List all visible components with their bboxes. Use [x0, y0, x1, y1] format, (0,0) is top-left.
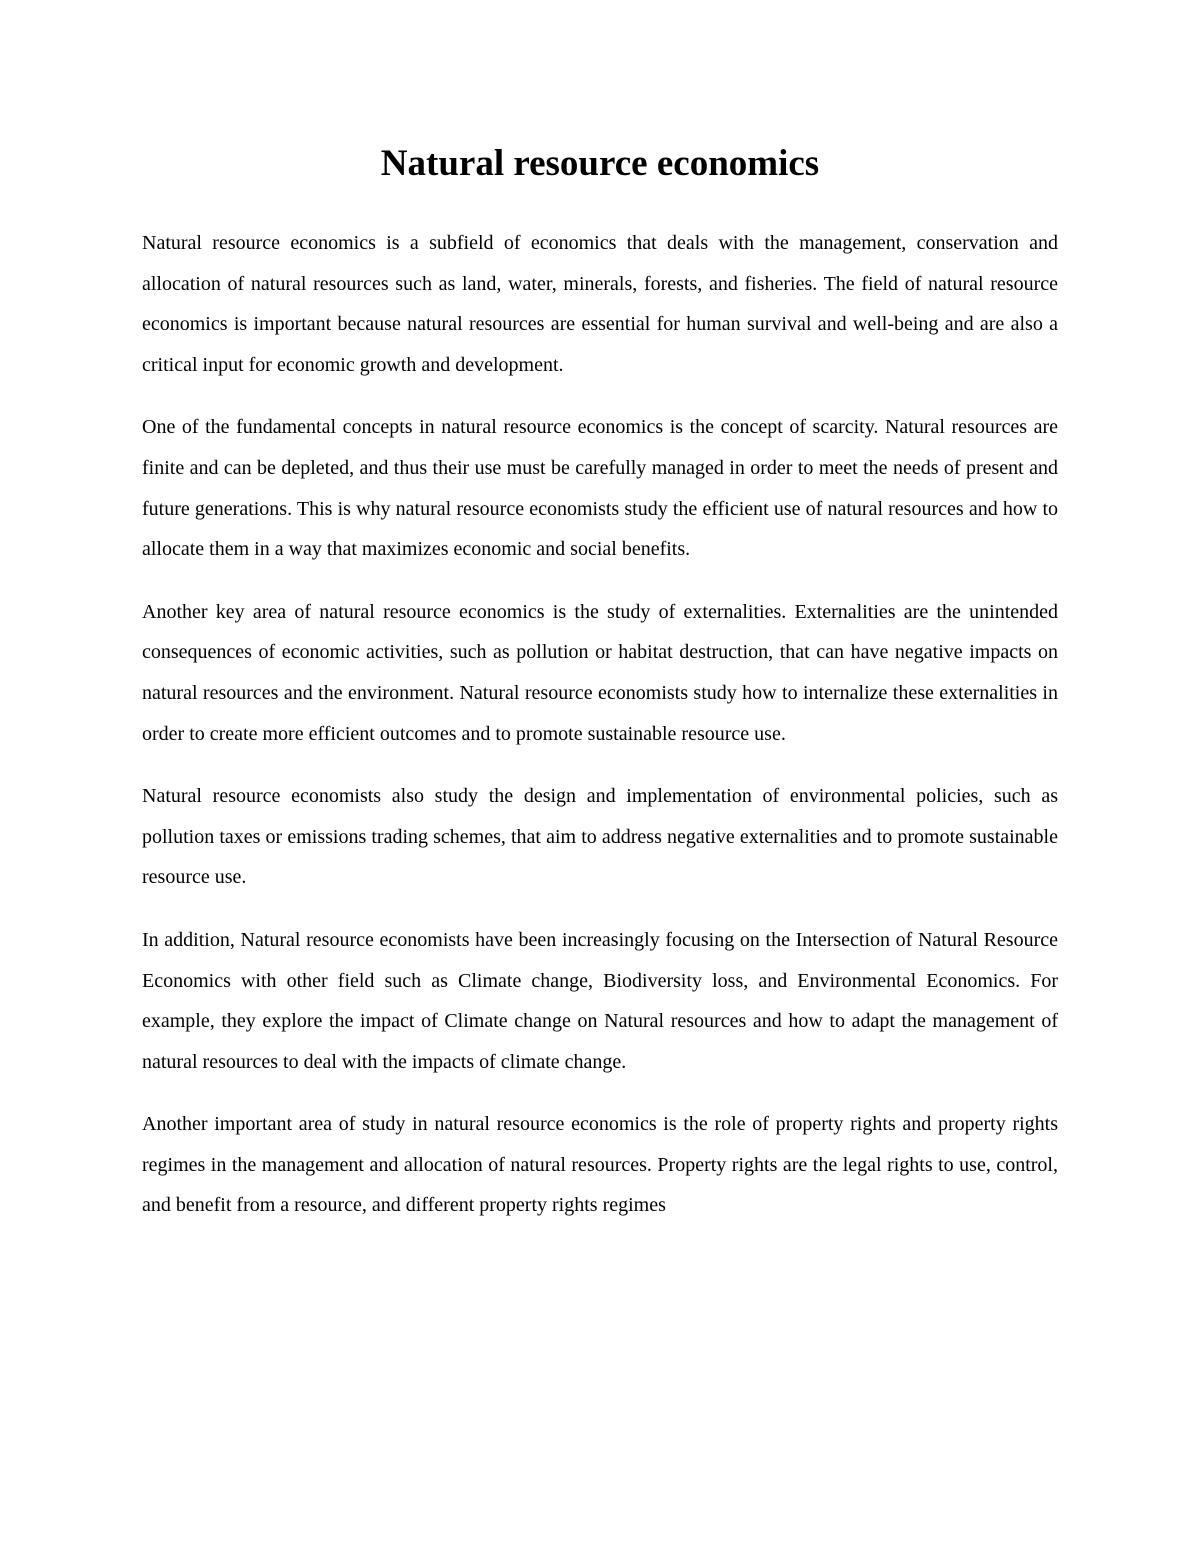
paragraph: Another important area of study in natural resource economics is the role of property rights and property rights regimes in the management and allocation of natural resources. Property rights are the legal rights to use, control, and benefit from a resource, and different property rights regimes: [142, 1113, 1058, 1217]
paragraph: Natural resource economists also study the design and implementation of environmental policies, such as pollution taxes or emissions trading schemes, that aim to address negative externalities and to promote sustainable resource use.: [142, 785, 1058, 889]
paragraph: In addition, Natural resource economists have been increasingly focusing on the Intersection of Natural Resource Economics with other field such as Climate change, Biodiversity loss, and Environmental Economics. For example, they explore the impact of Climate change on Natural resources and how to adapt the management of natural resources to deal with the impacts of climate change.: [142, 928, 1058, 1073]
document-title: Natural resource economics: [380, 143, 820, 184]
paragraph: Natural resource economics is a subfield of economics that deals with the management, conservation and allocation of natural resources such as land, water, minerals, forests, and fisheries. The field of natural resource economics is important because natural resources are essential for human survival and well-being and are also a critical input for economic growth and development.: [142, 232, 1058, 376]
paragraph: One of the fundamental concepts in natural resource economics is the concept of scarcity. Natural resources are finite and can be depleted, and thus their use must be carefully managed in order to meet the needs of present and future generations. This is why natural resource economists study the efficient use of natural resources and how to allocate them in a way that maximizes economic and social benefits.: [142, 416, 1058, 561]
paragraph: Another key area of natural resource economics is the study of externalities. Externalities are the unintended consequences of economic activities, such as pollution or habitat destruction, that can have negative impacts on natural resources and the environment. Natural resource economists study how to internalize these externalities in order to create more efficient outcomes and to promote sustainable resource use.: [142, 600, 1058, 745]
document-body: [142, 223, 1058, 1226]
